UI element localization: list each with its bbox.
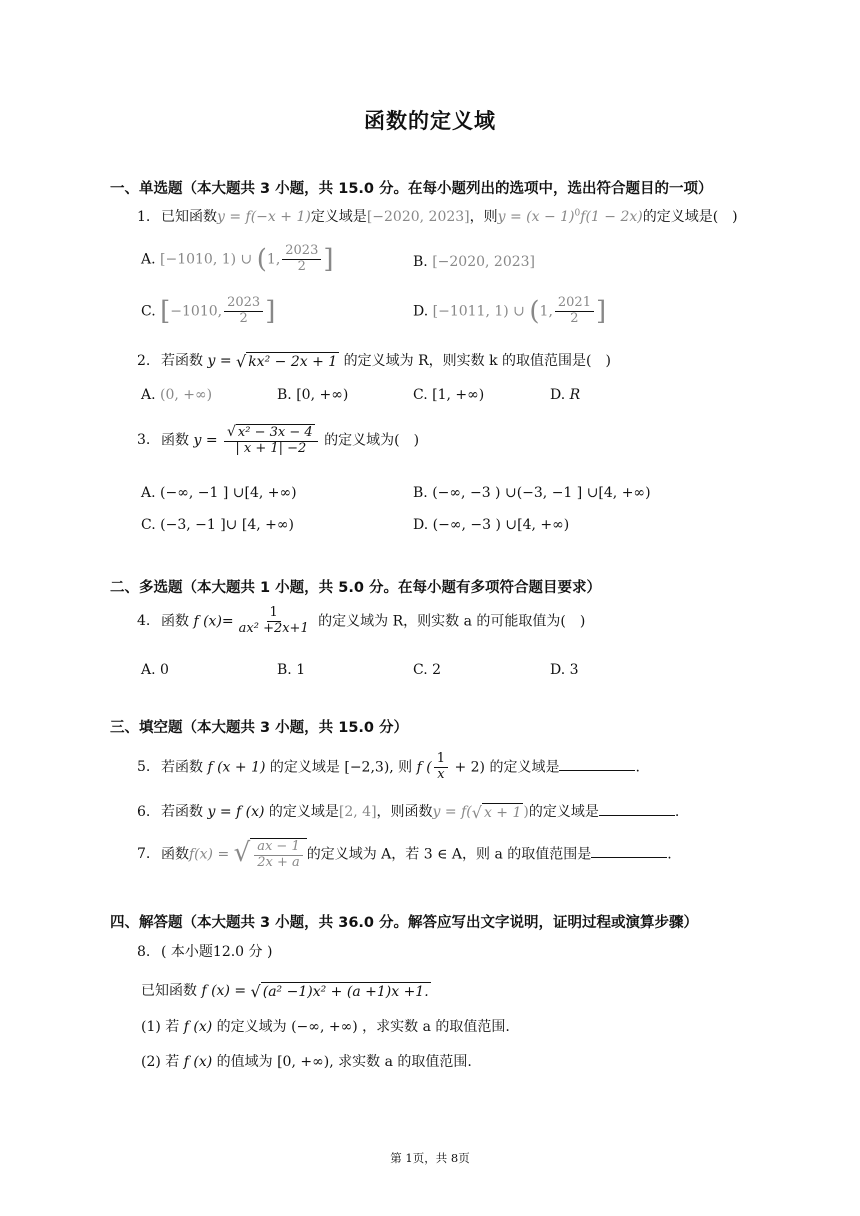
answer-blank (591, 845, 667, 858)
question-7: 7. 函数f(x) = √ $\frac{ax - 1}{2x + a}$ 的定义域为 A，若 3 ∈ A，则 a 的取值范围是 . (137, 838, 672, 870)
q2-option-c: C. [1, +∞) (413, 387, 485, 403)
question-2: 2. 若函数 y = √ kx² − 2x + 1 的定义域为 R，则实数 k 的取值范围是( ) (137, 351, 611, 371)
question-8-header: 8. ( 本小题12.0 分 ) (137, 944, 273, 960)
q4-option-c: C. 2 (413, 662, 442, 678)
question-4: 4. 函数 f (x)= $\frac{1}{\text{ax² +2x+1}}$ 的定义域为 R，则实数 a 的可能取值为( ) (137, 605, 586, 636)
page-title: 函数的定义域 (364, 109, 496, 133)
q1-option-d: D. [−1011, 1) ∪ (1, $\frac{2021}{2}$ ] (413, 295, 607, 327)
q2-option-b: B. [0, +∞) (277, 387, 349, 403)
q3-option-a: A. (−∞, −1 ] ∪[4, +∞) (141, 485, 297, 501)
q3-option-c: C. (−3, −1 ]∪ [4, +∞) (141, 517, 294, 533)
section-heading-fill-blank: 三、填空题（本大题共 3 小题，共 15.0 分） (110, 720, 409, 736)
answer-blank (599, 803, 675, 816)
question-8-stem: 已知函数 f (x) = √ (a² −1)x² + (a +1)x +1. (141, 981, 429, 1001)
q3-option-b: B. (−∞, −3 ) ∪(−3, −1 ] ∪[4, +∞) (413, 485, 651, 501)
q2-option-d: D. R (550, 387, 581, 403)
q4-option-d: D. 3 (550, 662, 579, 678)
question-3: 3. 函数 y = √ x² − 3x − 4 | x + 1| −2 的定义域为( ) (137, 424, 420, 456)
section-heading-single-choice: 一、单选题（本大题共 3 小题，共 15.0 分。在每小题列出的选项中，选出符合题目的一项） (110, 181, 713, 197)
page-footer: 第 1页，共 8页 (390, 1151, 470, 1165)
q1-option-a: A. [−1010, 1) ∪ (1, $\frac{2023}{2}$ ] (141, 243, 334, 275)
q1-option-b: B. [−2020, 2023] (413, 254, 536, 270)
question-6: 6. 若函数 y = f (x) 的定义域是[2, 4]，则函数y = f( √ x + 1 )的定义域是 . (137, 802, 680, 822)
section-heading-solution: 四、解答题（本大题共 3 小题，共 36.0 分。解答应写出文字说明，证明过程或演算步骤） (110, 915, 699, 931)
question-8-part-1: (1) 若 f (x) 的定义域为 (−∞, +∞) ，求实数 a 的取值范围. (141, 1019, 510, 1035)
question-5: 5. 若函数 f (x + 1) 的定义域是 [−2,3), 则 f ( $\frac{1}{x}$ + 2) 的定义域是 . (137, 751, 640, 782)
q2-option-a: A. (0, +∞) (141, 387, 213, 403)
question-1: 1. 已知函数y = f(−x + 1)定义域是[−2020, 2023]，则$y = (x - 1)^0f(1 - 2x)$的定义域是( ) (137, 208, 738, 225)
q3-option-d: D. (−∞, −3 ) ∪[4, +∞) (413, 517, 570, 533)
question-8-part-2: (2) 若 f (x) 的值域为 [0, +∞), 求实数 a 的取值范围. (141, 1054, 472, 1070)
q4-option-b: B. 1 (277, 662, 306, 678)
section-heading-multi-choice: 二、多选题（本大题共 1 小题，共 5.0 分。在每小题有多项符合题目要求） (110, 580, 601, 596)
q1-option-c: C. [−1010, $\frac{2023}{2}$ ] (141, 295, 276, 327)
answer-blank (559, 758, 635, 771)
q4-option-a: A. 0 (141, 662, 169, 678)
